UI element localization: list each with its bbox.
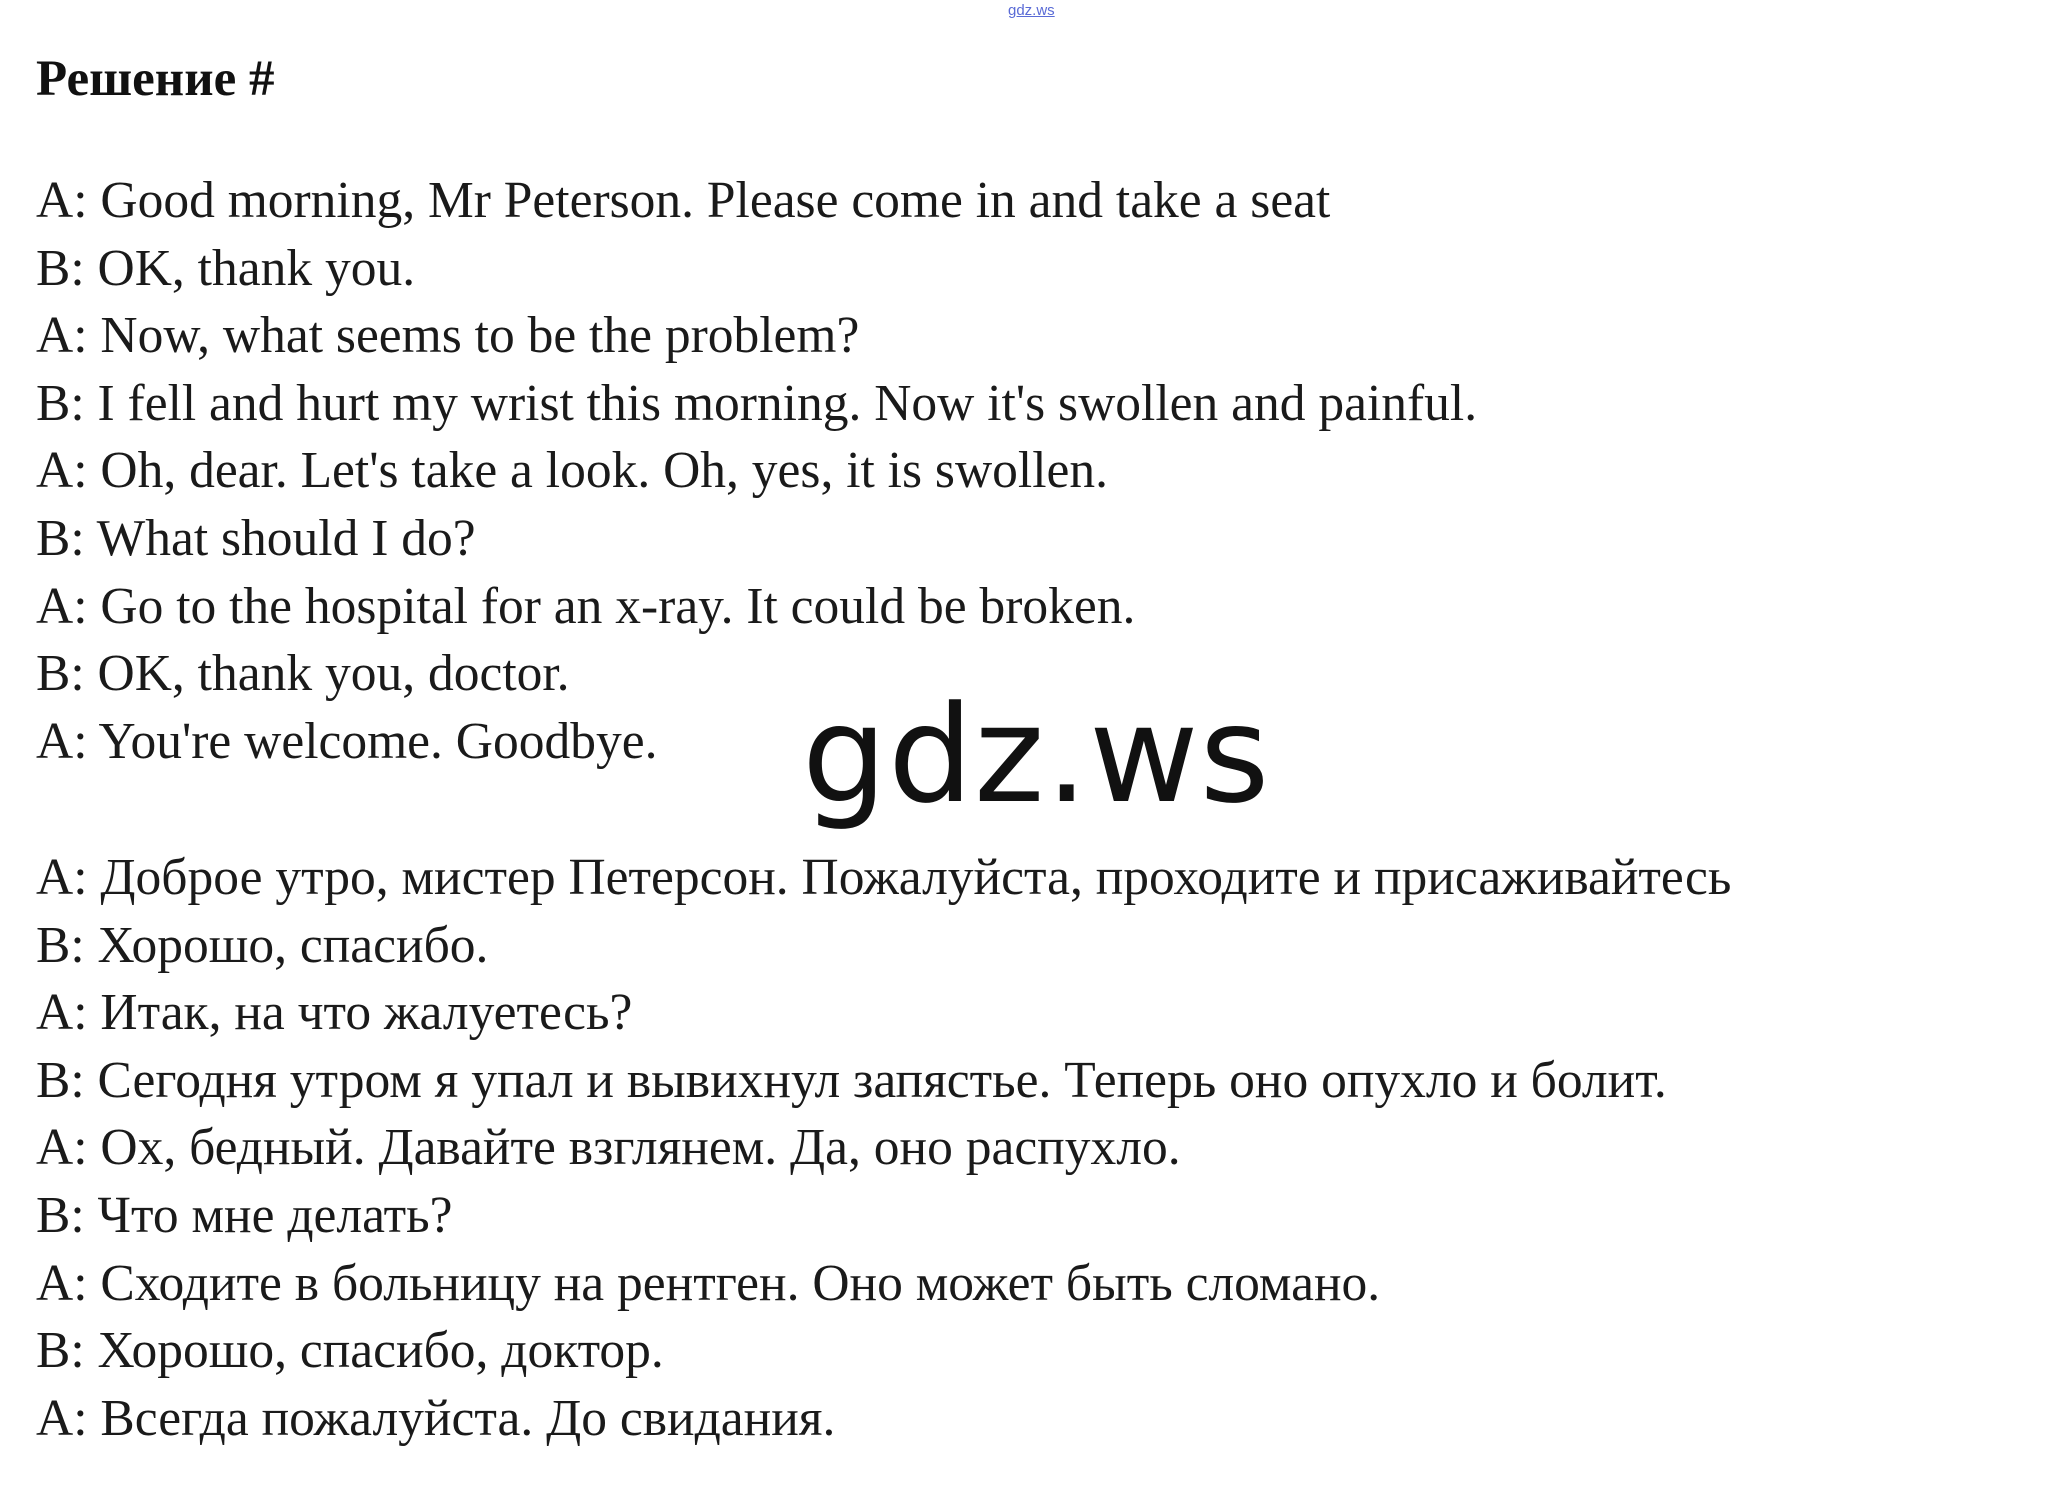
- dialogue-line: B: OK, thank you.: [36, 239, 416, 297]
- dialogue-russian: [36, 844, 1731, 1452]
- dialogue-line: B: OK, thank you, doctor.: [36, 645, 570, 703]
- dialogue-line: B: Хорошо, спасибо, доктор.: [36, 1322, 664, 1380]
- dialogue-line: A: Всегда пожалуйста. До свидания.: [36, 1389, 836, 1447]
- dialogue-line: B: Что мне делать?: [36, 1186, 453, 1244]
- dialogue-line: A: You're welcome. Goodbye.: [36, 712, 658, 770]
- dialogue-line: A: Now, what seems to be the problem?: [36, 307, 860, 365]
- dialogue-line: A: Доброе утро, мистер Петерсон. Пожалуйста, проходите и присаживайтесь: [36, 849, 1732, 906]
- dialogue-line: B: Хорошо, спасибо.: [36, 916, 489, 974]
- dialogue-line: B: I fell and hurt my wrist this morning. Now it's swollen and painful.: [36, 374, 1478, 432]
- dialogue-line: B: What should I do?: [36, 509, 476, 567]
- dialogue-line: A: Итак, на что жалуетесь?: [36, 984, 633, 1042]
- dialogue-line: A: Good morning, Mr Peterson. Please come in and take a seat: [36, 172, 1331, 229]
- dialogue-line: A: Oh, dear. Let's take a look. Oh, yes, it is swollen.: [36, 442, 1108, 500]
- dialogue-line: B: Сегодня утром я упал и вывихнул запястье. Теперь оно опухло и болит.: [36, 1051, 1667, 1109]
- dialogue-line: A: Ох, бедный. Давайте взглянем. Да, оно распухло.: [36, 1119, 1181, 1177]
- site-link[interactable]: gdz.ws: [1008, 2, 1055, 19]
- dialogue-line: A: Go to the hospital for an x-ray. It could be broken.: [36, 577, 1136, 635]
- page-title: Решение #: [36, 51, 275, 107]
- watermark-logo: gdz.ws: [802, 677, 1271, 833]
- dialogue-line: A: Сходите в больницу на рентген. Оно может быть сломано.: [36, 1254, 1381, 1312]
